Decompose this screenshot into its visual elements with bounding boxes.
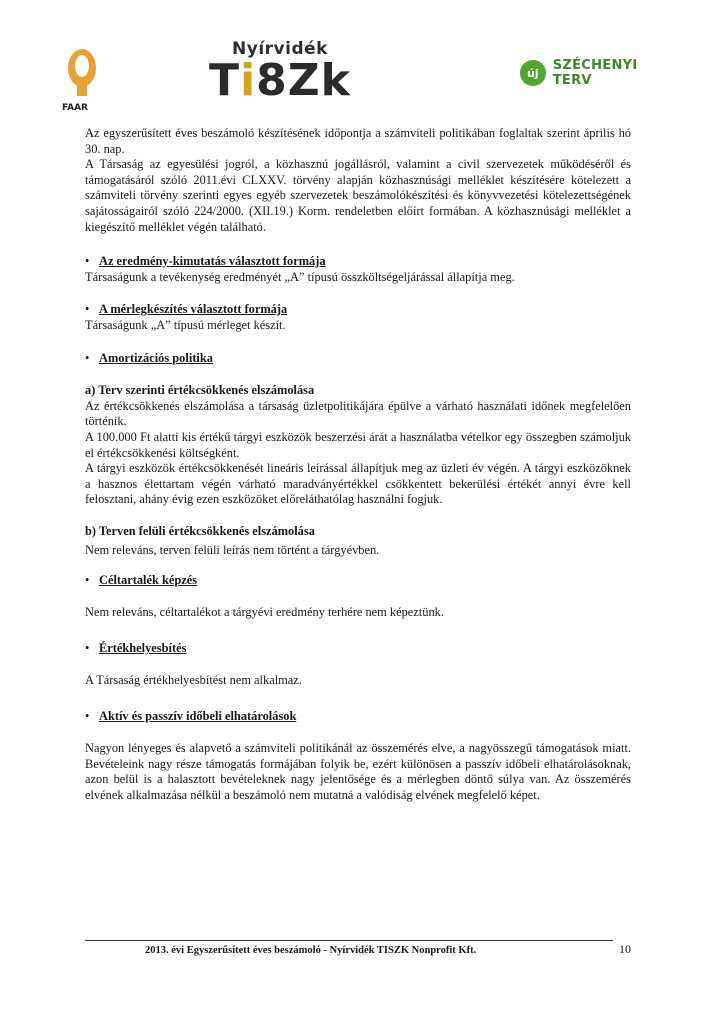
subsection-planned-depreciation: a) Terv szerinti értékcsökkenés elszámolása [85, 383, 315, 398]
section-income-statement-heading [85, 254, 631, 270]
paragraph-public-benefit: A Társaság az egyesülési jogról, a közhasznú jogállásról, valamint a civil szervezetek működéséről és támogatásáról szóló 2011.évi CLXXV. törvény alapján közhasznúsági melléklet készítésére kötelezett a számviteli törvény szerinti egyes egyéb szervezetek beszámolókészítési és könyvvezetési kötelezettségének sajátosságairól szóló 224/2000. (XII.19.) Korm. rendeletben előírt formában. A közhasznúsági melléklet a kiegészítő melléklet végén található. [85, 157, 631, 234]
bullet-icon: • [85, 709, 90, 724]
page-number: 10 [619, 942, 631, 956]
section-title: Amortizációs politika [99, 350, 213, 365]
section-revaluation-text: A Társaság értékhelyesbítést nem alkalmaz. [85, 672, 302, 687]
paragraph-unplanned-depreciation: Nem releváns, terven felüli leírás nem történt a tárgyévben. [85, 543, 380, 558]
section-accruals-text: Nagyon lényeges és alapvető a számviteli politikánál az összemérés elve, a nagyösszegű támogatások miatt. Bevételeink nagy része támogatás formájában folyik be, ezért különösen a passzív időbeli elhatárolásoknak, azon belül is a halasztott bevételeknek nagy jelentősége és a mérlegben döntő súlya van. Az összemérés elvének alkalmazása nélkül a beszámoló nem mutatná a valódiság elvének megfelelő képet. [85, 741, 631, 802]
section-title: Aktív és passzív időbeli elhatárolások [99, 709, 297, 724]
bullet-icon: • [85, 302, 90, 317]
bullet-icon: • [85, 254, 90, 269]
brand-main-part-2: i [240, 55, 257, 106]
bullet-icon: • [85, 641, 90, 656]
paragraph-depreciation-2: A 100.000 Ft alatti kis értékű tárgyi eszközök beszerzési árát a használatba vételkor egy összegben számoljuk el értékcsökkenési költségként. [85, 429, 631, 460]
section-title: A mérlegkészítés választott formája [99, 302, 288, 317]
subsection-unplanned-depreciation: b) Terven felüli értékcsökkenés elszámolása [85, 523, 315, 538]
brand-top-text: Nyírvidék [232, 39, 328, 59]
page-footer [85, 942, 631, 961]
section-title: Értékhelyesbítés [99, 641, 187, 656]
brand-main-text [200, 55, 360, 106]
brand-main-part-1: T [209, 55, 241, 106]
document-body [85, 126, 631, 803]
bullet-icon: • [85, 573, 90, 588]
section-balance-sheet-text: Társaságunk „A” típusú mérleget készít. [85, 317, 286, 332]
section-revaluation-heading [85, 641, 631, 657]
szechenyi-text: SZÉCHENYI TERV [552, 58, 638, 88]
section-amortization-heading [85, 351, 631, 367]
paragraph-depreciation-1: Az értékcsökkenés elszámolása a társaság üzletpolitikájára épülve a várható használati időnek megfelelően történik. [85, 398, 631, 429]
section-title: Az eredmény-kimutatás választott formája [99, 254, 326, 269]
faar-logo-text: FAAR [62, 103, 88, 113]
footer-text: 2013. évi Egyszerűsített éves beszámoló - Nyírvidék TISZK Nonprofit Kft. [145, 945, 477, 956]
section-income-statement-text: Társaságunk a tevékenység eredményét „A” típusú összköltségeljárással állapítja meg. [85, 269, 515, 284]
section-balance-sheet-heading [85, 302, 631, 318]
section-title: Céltartalék képzés [99, 573, 198, 588]
page-header [0, 0, 717, 120]
paragraph-depreciation-3: A tárgyi eszközök értékcsökkenését lineáris leírással állapítjuk meg az üzleti év végén. A tárgyi eszközöknek a hasznos élettartam végén várható maradványértékkel csökkentett bekerülési értékét annyi évre kell felosztani, ahány évig ezen eszközöket előreláthatólag használni fogjuk. [85, 461, 631, 507]
section-provisions-heading [85, 573, 631, 589]
faar-logo [58, 44, 114, 114]
section-provisions-text: Nem releváns, céltartalékot a tárgyévi eredmény terhére nem képeztünk. [85, 604, 444, 619]
section-accruals-heading [85, 709, 631, 725]
szechenyi-terv-logo [520, 58, 680, 88]
brand-main-part-3: 8Zk [256, 55, 351, 106]
szechenyi-circle-icon: új [520, 60, 546, 86]
nyirvidek-tiszk-logo [200, 39, 360, 106]
paragraph-report-date: Az egyszerűsített éves beszámoló készítésének időpontja a számviteli politikában foglaltak szerint április hó 30. nap. [85, 126, 631, 156]
bullet-icon: • [85, 350, 90, 365]
footer-divider [85, 940, 613, 941]
